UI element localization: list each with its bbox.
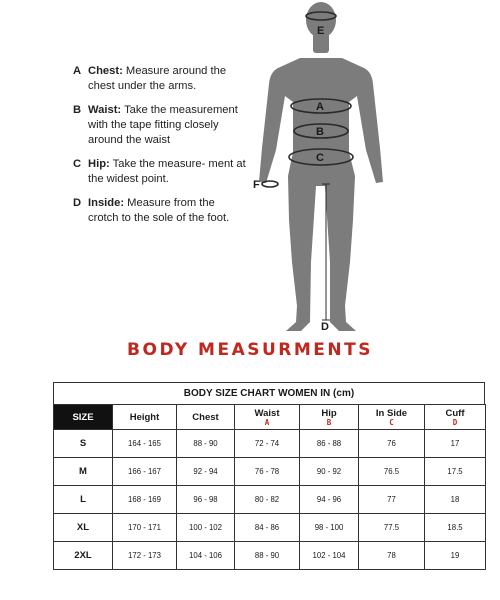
label-e: E <box>317 25 325 37</box>
column-header-label: Waist <box>254 407 280 419</box>
size-cell: S <box>54 430 113 458</box>
label-b: B <box>316 126 324 138</box>
table-cell: 76.5 <box>359 458 425 486</box>
table-cell: 77.5 <box>359 514 425 542</box>
table-cell: 86 - 88 <box>300 430 359 458</box>
table-cell: 102 - 104 <box>300 542 359 570</box>
table-row <box>54 542 486 570</box>
table-cell: 80 - 82 <box>235 486 300 514</box>
measurement-instructions <box>73 64 248 235</box>
table-cell: 78 <box>359 542 425 570</box>
size-chart-title: BODY SIZE CHART WOMEN IN (cm) <box>53 382 485 404</box>
column-header <box>359 405 425 430</box>
table-cell: 168 - 169 <box>113 486 177 514</box>
instruction-item <box>73 103 248 148</box>
table-cell: 88 - 90 <box>177 430 235 458</box>
column-header <box>54 405 113 430</box>
table-cell: 164 - 165 <box>113 430 177 458</box>
size-cell: M <box>54 458 113 486</box>
size-cell: 2XL <box>54 542 113 570</box>
size-cell: XL <box>54 514 113 542</box>
column-header-label: SIZE <box>72 411 94 423</box>
body-figure <box>240 0 420 340</box>
table-cell: 72 - 74 <box>235 430 300 458</box>
instruction-letter: C <box>73 158 82 170</box>
column-header <box>300 405 359 430</box>
label-c: C <box>316 152 324 164</box>
table-cell: 170 - 171 <box>113 514 177 542</box>
table-header-row <box>54 405 486 430</box>
table-cell: 76 <box>359 430 425 458</box>
table-cell: 94 - 96 <box>300 486 359 514</box>
instruction-text: Measure around the chest under the arms. <box>88 65 227 92</box>
human-silhouette <box>259 2 383 331</box>
instruction-letter: B <box>73 104 82 116</box>
size-chart <box>53 382 485 570</box>
table-row <box>54 458 486 486</box>
instruction-heading: Chest: <box>88 65 123 77</box>
column-header-code: D <box>452 417 458 427</box>
column-header <box>113 405 177 430</box>
page-headline: BODY MEASURMENTS <box>127 340 373 360</box>
tape-wrist <box>262 181 278 187</box>
table-cell: 92 - 94 <box>177 458 235 486</box>
table-cell: 96 - 98 <box>177 486 235 514</box>
table-cell: 17 <box>425 430 486 458</box>
column-header-label: Hip <box>321 407 337 419</box>
table-row <box>54 486 486 514</box>
column-header-code: C <box>389 417 394 427</box>
instruction-letter: D <box>73 197 82 209</box>
table-row <box>54 514 486 542</box>
column-header-code: B <box>326 417 332 427</box>
table-cell: 84 - 86 <box>235 514 300 542</box>
label-a: A <box>316 101 324 113</box>
table-cell: 98 - 100 <box>300 514 359 542</box>
instruction-item <box>73 196 248 226</box>
label-f: F <box>253 179 260 191</box>
table-cell: 19 <box>425 542 486 570</box>
column-header <box>235 405 300 430</box>
size-table <box>53 404 486 570</box>
instruction-heading: Hip: <box>88 158 110 170</box>
column-header <box>177 405 235 430</box>
table-body <box>54 430 486 570</box>
column-header-code: A <box>264 417 270 427</box>
column-header-label: In Side <box>375 407 408 419</box>
table-cell: 166 - 167 <box>113 458 177 486</box>
table-cell: 77 <box>359 486 425 514</box>
table-cell: 88 - 90 <box>235 542 300 570</box>
instruction-text: Take the measurement with the tape fitting closely around the waist <box>88 104 238 146</box>
size-cell: L <box>54 486 113 514</box>
column-header <box>425 405 486 430</box>
table-cell: 18.5 <box>425 514 486 542</box>
column-header-label: Cuff <box>445 407 465 419</box>
table-cell: 172 - 173 <box>113 542 177 570</box>
table-cell: 17.5 <box>425 458 486 486</box>
column-header-label: Height <box>129 411 160 423</box>
label-d: D <box>321 321 329 333</box>
table-cell: 90 - 92 <box>300 458 359 486</box>
table-cell: 104 - 106 <box>177 542 235 570</box>
instruction-heading: Inside: <box>88 197 125 209</box>
instruction-letter: A <box>73 65 82 77</box>
instruction-heading: Waist: <box>88 104 122 116</box>
instruction-text: Measure from the crotch to the sole of the foot. <box>88 197 230 224</box>
table-cell: 100 - 102 <box>177 514 235 542</box>
table-row <box>54 430 486 458</box>
table-cell: 18 <box>425 486 486 514</box>
table-cell: 76 - 78 <box>235 458 300 486</box>
instruction-text: Take the measure- ment at the widest point. <box>88 158 246 185</box>
instruction-item <box>73 157 248 187</box>
column-header-label: Chest <box>192 411 219 423</box>
instruction-item <box>73 64 248 94</box>
